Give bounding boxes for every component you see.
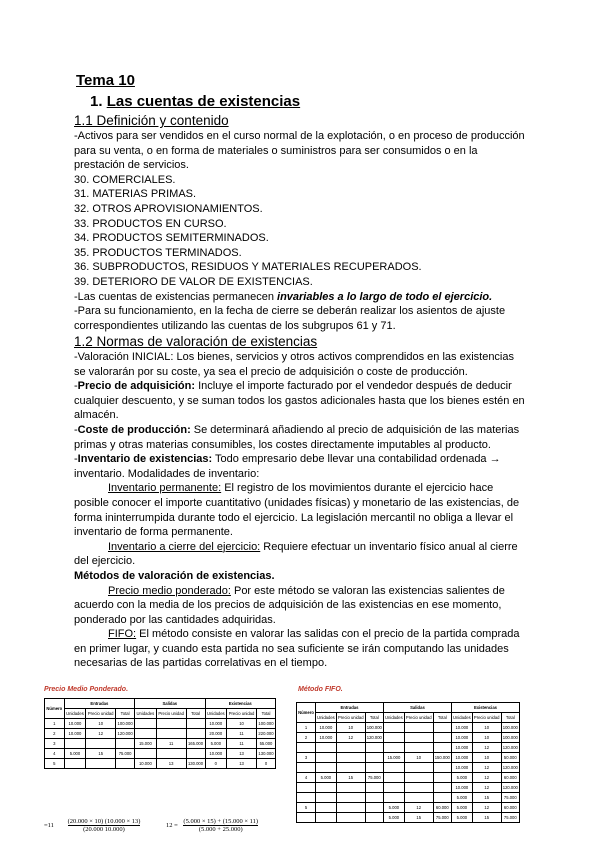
inventario-text: Todo empresario debe llevar una contabilidad ordenada → (212, 453, 501, 466)
table-cell (156, 749, 186, 759)
table-subheader-cell: Unidades (315, 713, 336, 723)
inventario-cierre-label: Inventario a cierre del ejercicio: (108, 540, 261, 553)
fifo-line (74, 627, 534, 642)
definition-line: prestación de servicios. (74, 159, 189, 172)
table-cell (86, 759, 116, 769)
table-cell: 11 (227, 729, 257, 739)
table-cell: 12 (336, 733, 365, 743)
table-cell: 75.000 (501, 813, 519, 823)
table-row (297, 743, 520, 753)
table-header-cell: Número (297, 703, 316, 723)
table-cell: 4 (45, 749, 65, 759)
table-cell (383, 763, 404, 773)
table-cell (365, 793, 383, 803)
formula-left-prefix: =11 (44, 821, 54, 829)
table-cell: 20.000 (205, 729, 227, 739)
table-subheader-cell: Precio unidad (86, 709, 116, 719)
table-cell (86, 739, 116, 749)
inventario-permanente-line (74, 481, 534, 496)
table-pmp-caption: Precio Medio Ponderado. (44, 686, 129, 693)
table-cell (336, 813, 365, 823)
inventario-cierre-line (74, 540, 534, 555)
table-row (45, 729, 276, 739)
precio-adquisicion-text: Incluye el importe facturado por el vendedor después de deducir (195, 380, 512, 393)
table-subheader-cell: Total (186, 709, 205, 719)
table-cell: 15 (472, 793, 501, 803)
table-header-cell: Número (45, 699, 65, 719)
valoracion-inicial-line: -Valoración INICIAL: Los bienes, servicios y otros activos comprendidos en las existencias (74, 351, 514, 363)
table-cell: 5.000 (64, 749, 86, 759)
invariables-line (74, 290, 534, 305)
table-cell (383, 773, 404, 783)
formula-left-fraction (68, 818, 141, 833)
definition-paragraph (74, 129, 534, 333)
coste-produccion-label: Coste de producción: (77, 423, 191, 436)
table-cell: 10.000 (451, 763, 472, 773)
fifo-label: FIFO: (108, 628, 137, 641)
table-cell: 5.000 (451, 773, 472, 783)
table-cell: 2 (297, 733, 316, 743)
formula-right-prefix: 12 = (166, 821, 178, 829)
fifo-line: en primer lugar, y cuando esta partida no sea suficiente se irán computando las unidades (74, 642, 509, 655)
table-cell (116, 739, 135, 749)
table-cell (383, 793, 404, 803)
table-cell: 3 (297, 753, 316, 763)
table-cell (156, 719, 186, 729)
table-fifo-caption: Método FIFO. (298, 686, 343, 693)
table-cell: 120.000 (365, 733, 383, 743)
table-cell (433, 763, 451, 773)
table-cell (135, 729, 157, 739)
table-cell (336, 783, 365, 793)
table-cell (315, 783, 336, 793)
table-cell: 60.000 (433, 803, 451, 813)
table-cell (433, 793, 451, 803)
section-1-number: 1. (90, 93, 103, 110)
table-cell: 10 (472, 733, 501, 743)
table-cell (135, 749, 157, 759)
table-cell: 5 (45, 759, 65, 769)
inventario-permanente-text: El registro de los movimientos durante el ejercicio hace (221, 482, 494, 495)
table-cell: 12 (86, 729, 116, 739)
table-header-cell: Entradas (315, 703, 383, 713)
account-item: 35. PRODUCTOS TERMINADOS. (74, 246, 242, 259)
table-cell (404, 783, 433, 793)
table-header-cell: Entradas (64, 699, 134, 709)
table-header-cell: Salidas (383, 703, 451, 713)
table-cell: 10.000 (315, 723, 336, 733)
table-subheader-cell: Precio unidad (156, 709, 186, 719)
table-cell (404, 793, 433, 803)
table-row (45, 739, 276, 749)
formula-right-numerator: (5.000 × 15) + (15.000 × 11) (183, 818, 259, 825)
table-cell (365, 743, 383, 753)
table-subheader-row (45, 709, 276, 719)
formula-left (44, 818, 140, 833)
definition-line: para su venta, o en forma de materiales o suministros para ser consumidos o en la (74, 144, 478, 157)
table-cell: 10.000 (64, 729, 86, 739)
table-cell (315, 763, 336, 773)
table-cell: 3 (45, 739, 65, 749)
table-cell (315, 793, 336, 803)
table-cell (297, 813, 316, 823)
table-cell: 165.000 (186, 739, 205, 749)
inventario-label: Inventario de existencias: (77, 453, 213, 466)
account-item: 30. COMERCIALES. (74, 173, 176, 186)
table-row (297, 773, 520, 783)
table-cell (383, 783, 404, 793)
table-cell: 55.000 (256, 739, 275, 749)
table-cell: 60.000 (501, 773, 519, 783)
table-cell: 220.000 (256, 729, 275, 739)
table-subheader-cell: Precio unidad (404, 713, 433, 723)
table-cell: 75.000 (365, 773, 383, 783)
table-cell: 13 (227, 759, 257, 769)
inventario-permanente-line: posible conocer el importe cuantitativo (unidades físicas) y monetario de las existencias, de (74, 496, 520, 509)
table-cell (404, 773, 433, 783)
table-subheader-cell: Total (433, 713, 451, 723)
precio-adquisicion-line: -Precio de adquisición: Incluye el importe facturado por el vendedor después de deducir (74, 380, 512, 393)
table-cell: 120.000 (116, 729, 135, 739)
fifo-text: El método consiste en valorar las salidas con el precio de la partida comprada (136, 628, 520, 641)
table-cell: 5.000 (315, 773, 336, 783)
table-subheader-cell: Precio unidad (472, 713, 501, 723)
table-cell (433, 773, 451, 783)
table-subheader-cell: Total (116, 709, 135, 719)
table-cell (404, 763, 433, 773)
table-cell (404, 733, 433, 743)
valoracion-inicial-line: se valorarán por su coste, ya sea el precio de adquisición o coste de producción. (74, 365, 468, 378)
table-cell: 120.000 (501, 763, 519, 773)
table-cell: 10 (472, 753, 501, 763)
table-cell (365, 813, 383, 823)
invariables-emphasis: invariables a lo largo de todo el ejercicio. (277, 290, 493, 303)
table-cell: 75.000 (433, 813, 451, 823)
table-cell: 2 (45, 729, 65, 739)
table-cell: 10.000 (205, 749, 227, 759)
table-cell: 13 (227, 749, 257, 759)
table-cell: 5.000 (451, 793, 472, 803)
precio-adquisicion-line: almacén. (74, 409, 119, 422)
table-cell: 11 (156, 739, 186, 749)
table-subheader-cell: Unidades (451, 713, 472, 723)
table-cell: 120.000 (501, 783, 519, 793)
inventario-cierre-text: Requiere efectuar un inventario físico anual al cierre (260, 540, 518, 553)
table-cell: 10.000 (135, 759, 157, 769)
table-cell (404, 723, 433, 733)
table-header-cell: Existencias (205, 699, 276, 709)
table-header-cell: Salidas (135, 699, 205, 709)
table-cell (336, 753, 365, 763)
fifo-line: necesarias de las partidas correlativas en el tiempo. (74, 657, 328, 670)
table-cell (315, 753, 336, 763)
table-cell (186, 729, 205, 739)
table-cell (383, 743, 404, 753)
table-cell (116, 759, 135, 769)
table-cell (315, 813, 336, 823)
table-subheader-row (297, 713, 520, 723)
table-cell (433, 733, 451, 743)
account-item: 39. DETERIORO DE VALOR DE EXISTENCIAS. (74, 275, 313, 288)
table-cell: 10.000 (451, 743, 472, 753)
table-row (297, 753, 520, 763)
table-cell (365, 753, 383, 763)
table-cell (186, 749, 205, 759)
table-row (297, 733, 520, 743)
table-subheader-cell: Unidades (135, 709, 157, 719)
section-1-title: Las cuentas de existencias (106, 93, 301, 110)
coste-produccion-text: Se determinará añadiendo al precio de adquisición de las materias (190, 423, 520, 436)
table-cell (365, 763, 383, 773)
table-cell: 13 (156, 759, 186, 769)
inventario-permanente-label: Inventario permanente: (108, 482, 222, 495)
table-cell: 10.000 (205, 719, 227, 729)
valoracion-paragraphs (74, 350, 534, 671)
table-cell: 5.000 (451, 803, 472, 813)
table-cell: 5 (297, 803, 316, 813)
table-cell: 5.000 (451, 813, 472, 823)
table-cell (336, 743, 365, 753)
table-cell: 100.000 (256, 719, 275, 729)
table-cell (336, 793, 365, 803)
table-subheader-cell: Total (501, 713, 519, 723)
table-header-cell: Existencias (451, 703, 519, 713)
formula-right-denominator: (5.000 + 25.000) (198, 826, 243, 833)
account-item: 36. SUBPRODUCTOS, RESIDUOS Y MATERIALES RECUPERADOS. (74, 261, 422, 274)
pmp-text: Por este método se valoran las existencias salientes de (230, 584, 505, 597)
table-subheader-cell: Precio unidad (336, 713, 365, 723)
table-cell: 12 (472, 773, 501, 783)
table-cell: 10.000 (451, 783, 472, 793)
table-cell (404, 743, 433, 753)
account-item: 31. MATERIAS PRIMAS. (74, 188, 197, 201)
table-cell: 12 (404, 803, 433, 813)
pmp-line: ponderado por las cantidades adquiridas. (74, 613, 276, 626)
invariables-text: -Las cuentas de existencias permanecen (74, 290, 278, 303)
table-cell: 11 (227, 739, 257, 749)
funcionamiento-line: -Para su funcionamiento, en la fecha de cierre se deberán realizar los asientos de ajuste (74, 305, 506, 318)
table-cell: 15 (472, 813, 501, 823)
table-cell: 15 (86, 749, 116, 759)
coste-produccion-line: -Coste de producción: Se determinará añadiendo al precio de adquisición de las materias (74, 423, 520, 436)
table-subheader-cell: Total (365, 713, 383, 723)
table-cell: 60.000 (501, 803, 519, 813)
table-cell (297, 793, 316, 803)
table-cell (383, 733, 404, 743)
precio-adquisicion-line: cualquier descuento, y se suman todos los gastos adicionales hasta que los bienes estén en (74, 394, 525, 407)
table-header-row (45, 699, 276, 709)
table-cell: 50.000 (501, 753, 519, 763)
funcionamiento-line: correspondientes utilizando las cuentas de los subgrupos 61 y 71. (74, 319, 396, 332)
table-cell: 12 (472, 743, 501, 753)
inventario-cierre-line: del ejercicio. (74, 555, 136, 568)
inventario-line: -Inventario de existencias: Todo empresario debe llevar una contabilidad ordenada → (74, 453, 501, 466)
table-cell: 75.000 (501, 793, 519, 803)
table-cell (297, 763, 316, 773)
table-row (297, 803, 520, 813)
table-cell: 0 (256, 759, 275, 769)
table-cell: 4 (297, 773, 316, 783)
inventario-permanente-line: forma ininterrumpida durante todo el ejercicio. La legislación mercantil no obliga a llevar el (74, 511, 514, 524)
table-cell: 5.000 (383, 803, 404, 813)
table-row (297, 723, 520, 733)
account-item: 32. OTROS APROVISIONAMIENTOS. (74, 202, 263, 215)
table-row (297, 783, 520, 793)
table-cell: 5.000 (205, 739, 227, 749)
table-cell: 1 (45, 719, 65, 729)
table-cell (64, 759, 86, 769)
formula-left-denominator: (20.000 10.000) (83, 826, 125, 833)
formula-right (166, 818, 258, 833)
inventario-line: inventario. Modalidades de inventario: (74, 467, 260, 480)
table-cell: 10 (86, 719, 116, 729)
table-cell (297, 783, 316, 793)
table-header-row (297, 703, 520, 713)
table-cell: 15.000 (383, 753, 404, 763)
table-fifo (296, 702, 520, 823)
table-cell: 10.000 (315, 733, 336, 743)
table-cell: 100.000 (501, 723, 519, 733)
table-cell: 0 (205, 759, 227, 769)
table-cell (297, 743, 316, 753)
table-cell: 100.000 (501, 733, 519, 743)
table-cell: 130.000 (256, 749, 275, 759)
table-cell: 10.000 (451, 753, 472, 763)
account-item: 33. PRODUCTOS EN CURSO. (74, 217, 227, 230)
metodos-heading: Métodos de valoración de existencias. (74, 569, 275, 582)
table-cell (186, 719, 205, 729)
account-item: 34. PRODUCTOS SEMITERMINADOS. (74, 232, 269, 245)
table-cell: 10 (404, 753, 433, 763)
table-cell: 12 (472, 783, 501, 793)
table-cell: 10 (227, 719, 257, 729)
table-cell: 15 (404, 813, 433, 823)
table-cell (336, 803, 365, 813)
table-cell (315, 743, 336, 753)
table-row (297, 763, 520, 773)
inventario-permanente-line: inventario de forma permanente. (74, 526, 233, 539)
table-cell: 100.000 (365, 723, 383, 733)
subsection-1-2-heading: 1.2 Normas de valoración de existencias (74, 334, 318, 349)
table-cell: 10.000 (64, 719, 86, 729)
table-cell (365, 783, 383, 793)
table-row (45, 719, 276, 729)
table-cell (336, 763, 365, 773)
table-cell: 1 (297, 723, 316, 733)
table-cell: 10.000 (451, 733, 472, 743)
table-subheader-cell: Total (256, 709, 275, 719)
table-cell (365, 803, 383, 813)
coste-produccion-line: primas y otras materias consumibles, los costes directamente imputables al producto. (74, 438, 491, 451)
table-row (45, 759, 276, 769)
table-cell: 100.000 (116, 719, 135, 729)
formula-right-fraction (183, 818, 258, 833)
table-cell (433, 783, 451, 793)
table-cell: 5.000 (383, 813, 404, 823)
table-cell: 12 (472, 803, 501, 813)
table-subheader-cell: Unidades (64, 709, 86, 719)
pmp-line: acuerdo con la media de los precios de adquisición de las existencias en ese momento, (74, 599, 502, 612)
table-subheader-cell: Unidades (383, 713, 404, 723)
table-row (45, 749, 276, 759)
table-cell: 10 (336, 723, 365, 733)
table-cell (156, 729, 186, 739)
table-cell (433, 743, 451, 753)
table-cell (383, 723, 404, 733)
formula-left-numerator: (20.000 × 10) (10.000 × 13) (67, 818, 141, 825)
table-cell: 120.000 (501, 743, 519, 753)
table-cell: 10 (472, 723, 501, 733)
table-cell: 15.000 (135, 739, 157, 749)
table-cell (315, 803, 336, 813)
precio-adquisicion-label: Precio de adquisición: (77, 380, 196, 393)
table-row (297, 813, 520, 823)
table-cell: 75.000 (116, 749, 135, 759)
definition-line: -Activos para ser vendidos en el curso normal de la explotación, o en proceso de producción (74, 130, 525, 142)
table-subheader-cell: Precio unidad (227, 709, 257, 719)
table-cell (433, 723, 451, 733)
table-cell: 130.000 (186, 759, 205, 769)
tema-title: Tema 10 (76, 72, 135, 89)
table-subheader-cell: Unidades (205, 709, 227, 719)
subsection-1-1-heading: 1.1 Definición y contenido (74, 113, 229, 128)
table-cell (135, 719, 157, 729)
table-cell: 150.000 (433, 753, 451, 763)
table-cell: 10.000 (451, 723, 472, 733)
table-cell (64, 739, 86, 749)
table-row (297, 793, 520, 803)
table-cell: 15 (336, 773, 365, 783)
table-cell: 12 (472, 763, 501, 773)
pmp-line (74, 584, 534, 599)
pmp-label: Precio medio ponderado: (108, 584, 231, 597)
table-pmp (44, 698, 276, 769)
section-1-heading (90, 93, 300, 110)
